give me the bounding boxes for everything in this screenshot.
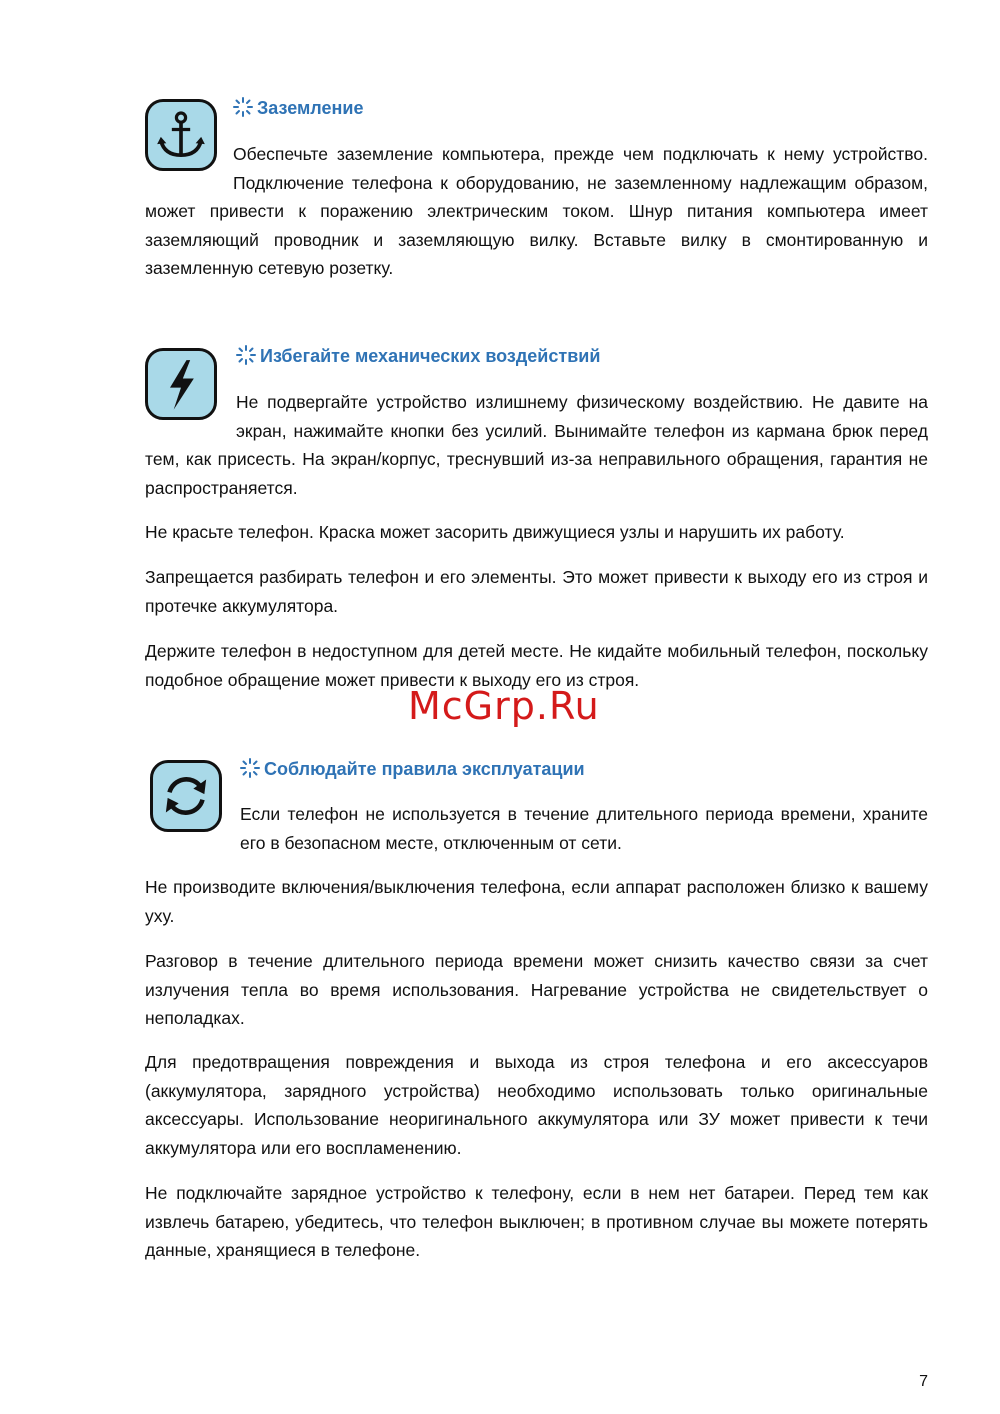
section-heading-mechanical bbox=[236, 344, 600, 368]
paragraph: Для предотвращения повреждения и выхода из строя телефона и его аксессуаров (аккумулятора, зарядного устройства) необходимо использовать только оригинальные аксессуары. Использование неоригинального аккумулятора или ЗУ может привести к течи аккумулятора или его воспламенению. bbox=[145, 1052, 928, 1158]
watermark: McGrp.Ru bbox=[408, 684, 600, 728]
sparkle-icon bbox=[236, 345, 256, 365]
section-heading-grounding bbox=[233, 96, 363, 120]
paragraph: Не производите включения/выключения телефона, если аппарат расположен близко к вашему уху. bbox=[145, 877, 928, 926]
page-number: 7 bbox=[919, 1373, 928, 1390]
paragraph: Запрещается разбирать телефон и его элементы. Это может привести к выходу его из строя и протечке аккумулятора. bbox=[145, 567, 928, 616]
heading-text: Соблюдайте правила эксплуатации bbox=[264, 759, 585, 779]
sparkle-icon bbox=[240, 758, 260, 778]
section-heading-operation bbox=[240, 757, 585, 781]
paragraph: Не подключайте зарядное устройство к телефону, если в нем нет батареи. Перед тем как извлечь батарею, убедитесь, что телефон выключен; в противном случае вы можете потерять данные, хранящиеся в телефоне. bbox=[145, 1183, 928, 1260]
section-body-mechanical bbox=[145, 388, 928, 502]
sparkle-icon bbox=[233, 97, 253, 117]
paragraph: Обеспечьте заземление компьютера, прежде чем подключать к нему устройство. Подключение телефона к оборудованию, не заземленному надлежащим образом, может привести к поражению электрическим током. Шнур питания компьютера имеет заземляющий проводник и заземляющую вилку. Вставьте вилку в смонтированную и заземленную сетевую розетку. bbox=[145, 144, 928, 278]
paragraph: Разговор в течение длительного периода времени может снизить качество связи за счет излучения тепла во время использования. Нагревание устройства не свидетельствует о неполадках. bbox=[145, 951, 928, 1028]
paragraph: Держите телефон в недоступном для детей месте. Не кидайте мобильный телефон, поскольку подобное обращение может привести к выходу его из строя. bbox=[145, 641, 928, 690]
refresh-icon bbox=[150, 760, 222, 832]
paragraph: Не красьте телефон. Краска может засорить движущиеся узлы и нарушить их работу. bbox=[145, 522, 845, 542]
section-body-grounding bbox=[145, 140, 928, 283]
heading-text: Избегайте механических воздействий bbox=[260, 346, 601, 366]
heading-text: Заземление bbox=[257, 98, 364, 118]
paragraph: Не подвергайте устройство излишнему физическому воздействию. Не давите на экран, нажимайте кнопки без усилий. Вынимайте телефон из кармана брюк перед тем, как присесть. На экран/корпус, треснувший из-за неправильного обращения, гарантия не распространяется. bbox=[145, 392, 928, 498]
paragraph: Если телефон не используется в течение длительного периода времени, храните его в безопасном месте, отключенным от сети. bbox=[240, 804, 928, 853]
